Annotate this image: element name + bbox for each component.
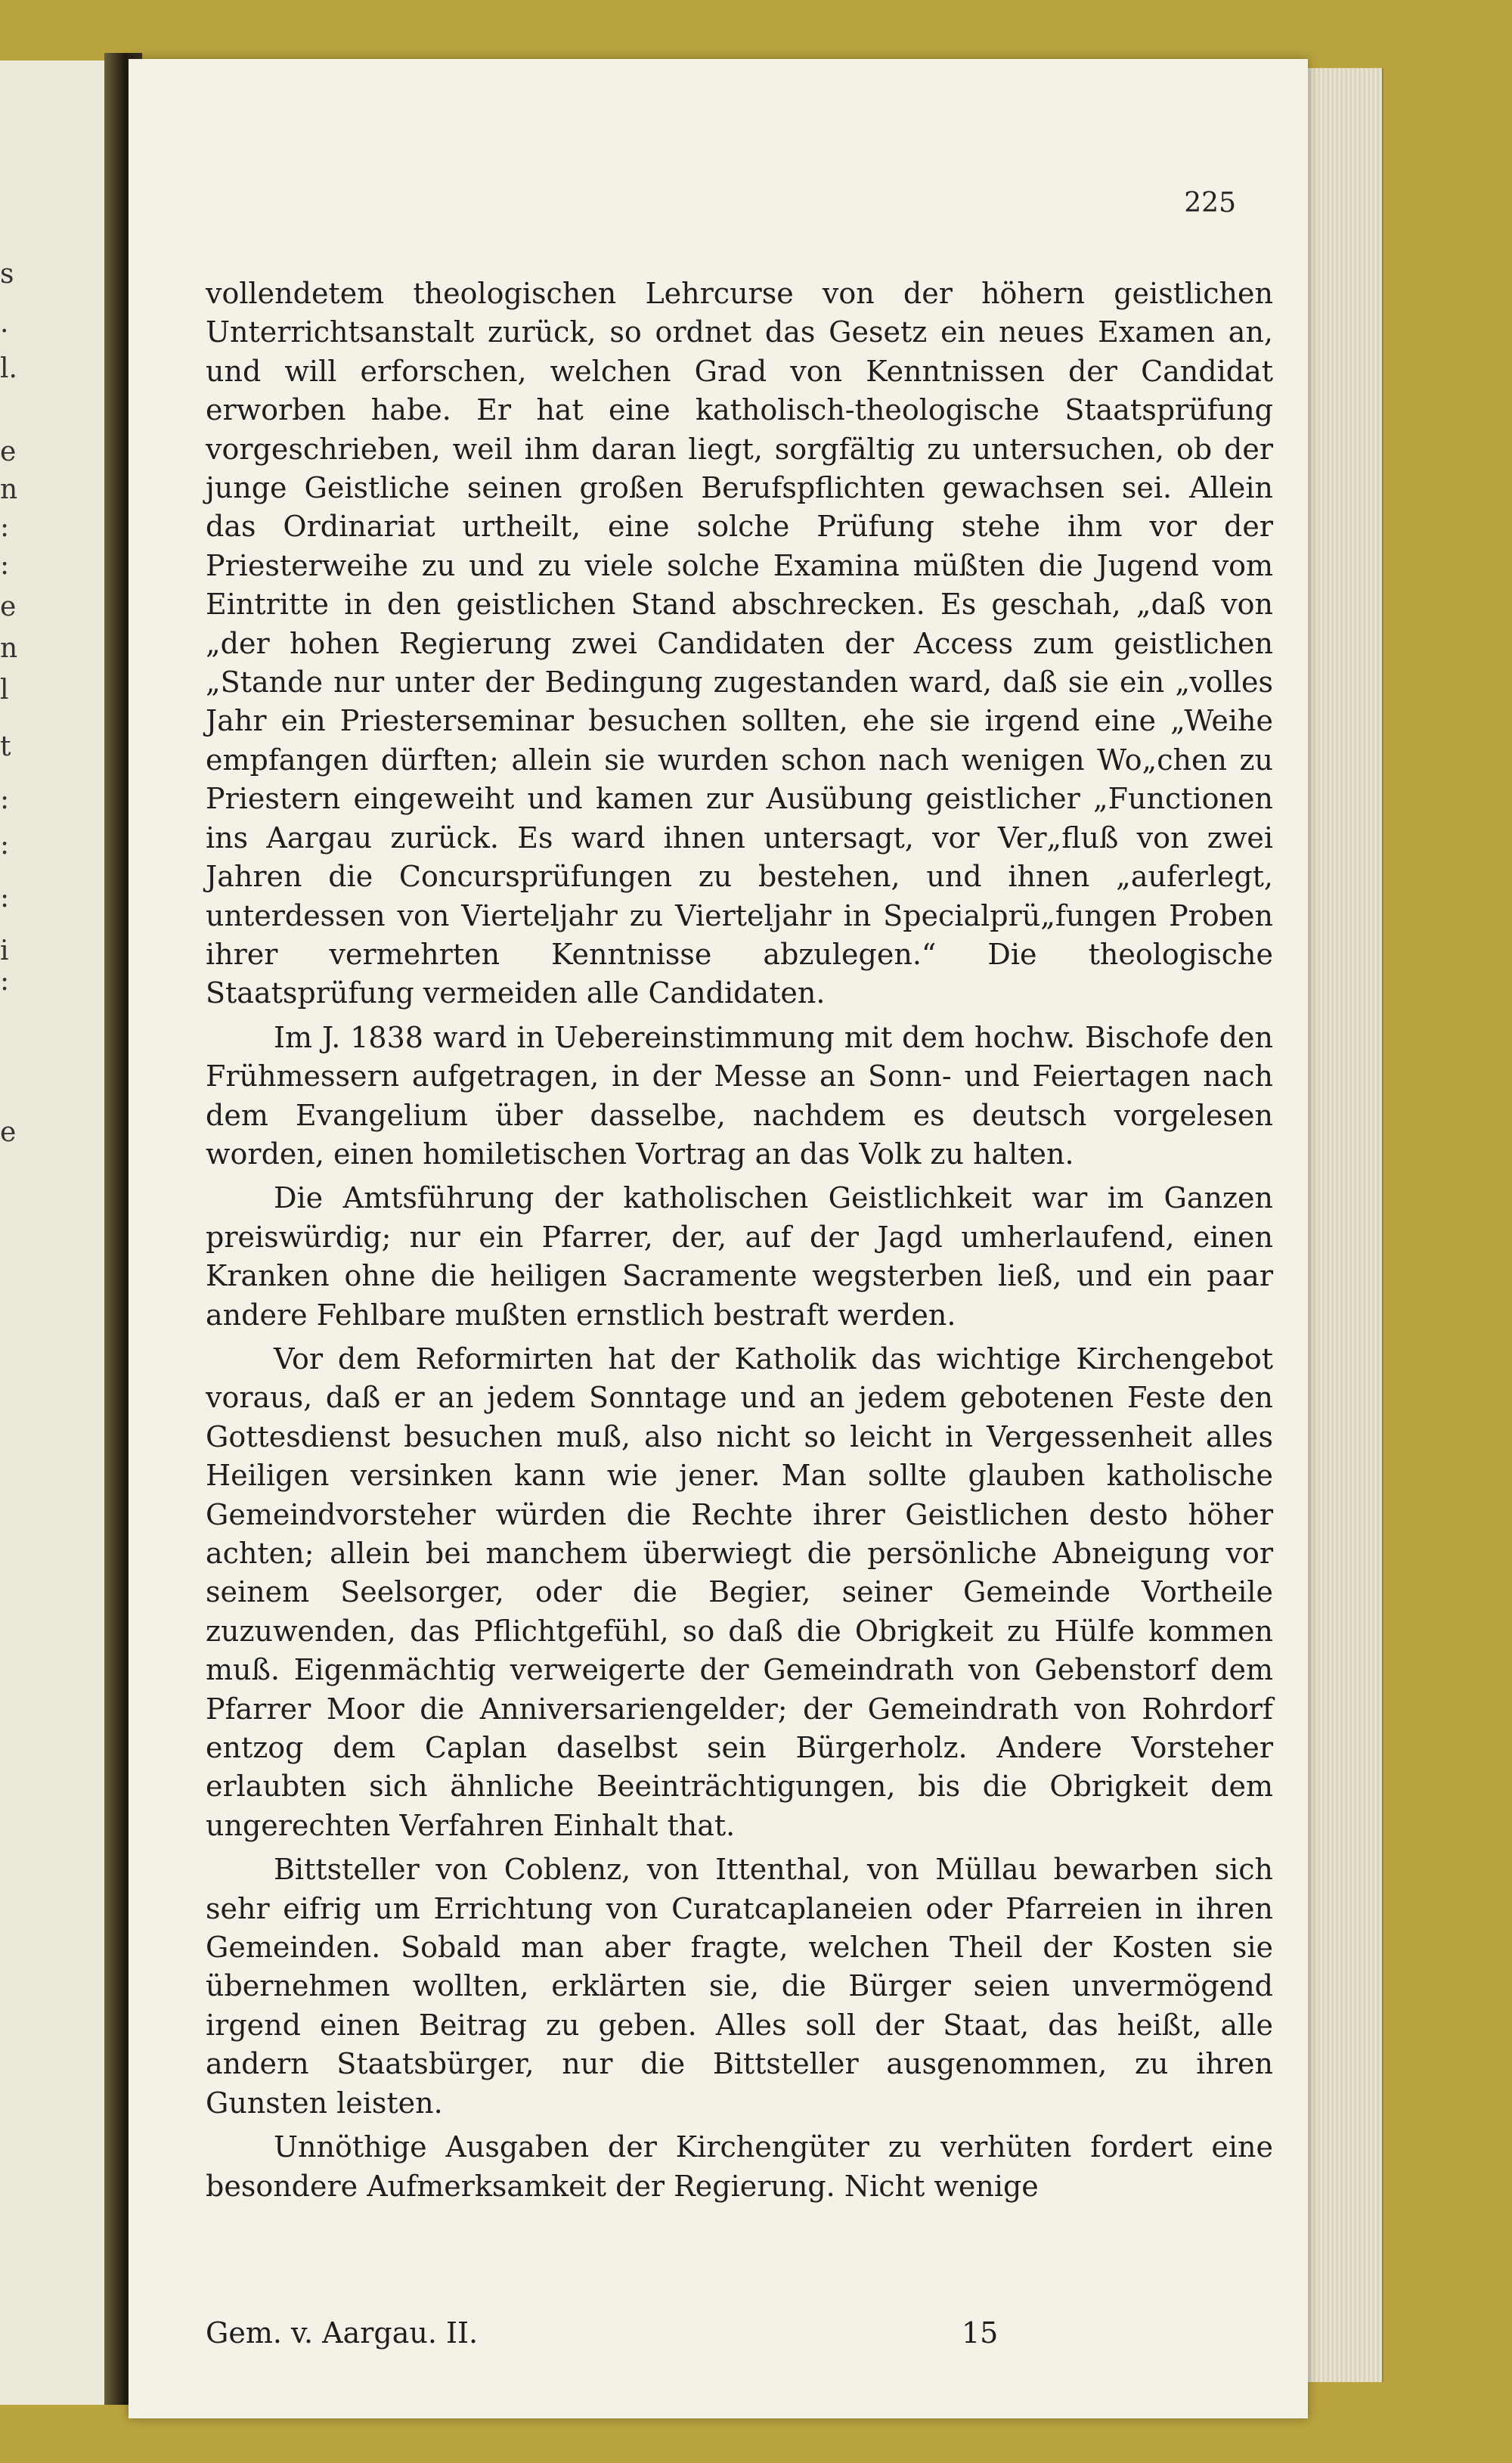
paragraph: Unnöthige Ausgaben der Kirchengüter zu verhüten fordert eine besondere Aufmerksamkeit der Regierung. Nicht wenige [206,2130,1273,2203]
margin-char: : [0,550,10,581]
margin-char: l. [0,353,17,384]
margin-char: : [0,830,10,861]
margin-char: : [0,966,10,997]
signature-mark: Gem. v. Aargau. II. [206,2316,479,2350]
paragraph: Die Amtsführung der katholischen Geistlichkeit war im Ganzen preiswürdig; nur ein Pfarrer, der, auf der Jagd umherlaufend, einen Kranken ohne die heiligen Sacramente wegsterben ließ, und ein paar andere Fehlbare mußten ernstlich bestraft werden. [206,1181,1273,1332]
page-footer [206,2316,1273,2362]
page-edges [1299,68,1383,2382]
margin-char: s [0,259,14,290]
margin-char: n [0,474,18,505]
paragraph: Bittsteller von Coblenz, von Ittenthal, von Müllau bewarben sich sehr eifrig um Errichtung von Curatcaplaneien oder Pfarreien in ihren Gemeinden. Sobald man aber fragte, welchen Theil der Kosten sie übernehmen wollten, erklärten sie, die Bürger seien unvermögend irgend einen Beitrag zu geben. Alles soll der Staat, das heißt, alle andern Staatsbürger, nur die Bittsteller ausgenommen, zu ihren Gunsten leisten. [206,1853,1273,2120]
margin-char: e [0,1117,17,1148]
body-text [206,275,1273,2211]
margin-char: : [0,512,10,543]
margin-char: . [0,308,9,339]
paragraph: Im J. 1838 ward in Uebereinstimmung mit dem hochw. Bischofe den Frühmessern aufgetragen, in der Messe an Sonn- und Feiertagen nach dem Evangelium über dasselbe, nachdem es deutsch vorgelesen worden, einen homiletischen Vortrag an das Volk zu halten. [206,1020,1273,1171]
margin-char: : [0,784,10,815]
paragraph: Vor dem Reformirten hat der Katholik das wichtige Kirchengebot voraus, daß er an jedem Sonntage und an jedem gebotenen Feste den Gottesdienst besuchen muß, also nicht so leicht in Vergessenheit alles Heiligen versinken kann wie jener. Man sollte glauben katholische Gemeindvorsteher würden die Rechte ihrer Geistlichen desto höher achten; allein bei manchem überwiegt die persönliche Abneigung vor seinem Seelsorger, oder die Begier, seiner Gemeinde Vortheile zuzuwenden, das Pflichtgefühl, so daß die Obrigkeit zu Hülfe kommen muß. Eigenmächtig verweigerte der Gemeindrath von Gebenstorf dem Pfarrer Moor die Anniversariengelder; der Gemeindrath von Rohrdorf entzog dem Caplan daselbst sein Bürgerholz. Andere Vorsteher erlaubten sich ähnliche Beeinträchtigungen, bis die Obrigkeit dem ungerechten Verfahren Einhalt that. [206,1342,1273,1842]
margin-char: : [0,883,10,914]
margin-char: n [0,633,18,664]
sheet-number: 15 [962,2316,999,2350]
margin-char: i [0,935,9,966]
left-page-edge [0,60,104,2405]
book-page [129,59,1308,2418]
margin-char: t [0,731,11,762]
margin-char: e [0,436,17,467]
paragraph: vollendetem theologischen Lehrcurse von der höhern geistlichen Unterrichtsanstalt zurück, so ordnet das Gesetz ein neues Examen an, und will erforschen, welchen Grad von Kenntnissen der Candidat erworben habe. Er hat eine katholisch-theologische Staatsprüfung vorgeschrieben, weil ihm daran liegt, sorgfältig zu untersuchen, ob der junge Geistliche seinen großen Berufspflichten gewachsen sei. Allein das Ordinariat urtheilt, eine solche Prüfung stehe ihm vor der Priesterweihe zu und zu viele solche Examina müßten die Jugend vom Eintritte in den geistlichen Stand abschrecken. Es geschah, „daß von „der hohen Regierung zwei Candidaten der Access zum geistlichen „Stande nur unter der Bedingung zugestanden ward, daß sie ein „volles Jahr ein Priesterseminar besuchen sollten, ehe sie irgend eine „Weihe empfangen dürften; allein sie wurden schon nach wenigen Wo„chen zu Priestern eingeweiht und kamen zur Ausübung geistlicher „Functionen ins Aargau zurück. Es ward ihnen untersagt, vor Ver„fluß von zwei Jahren die Concursprüfungen zu bestehen, und ihnen „auferlegt, unterdessen von Vierteljahr zu Vierteljahr in Specialprü„fungen Proben ihrer vermehrten Kenntnisse abzulegen.“ Die theologische Staatsprüfung vermeiden alle Candidaten. [206,277,1273,1010]
margin-char: e [0,591,17,622]
margin-char: l [0,675,9,706]
page-number: 225 [1184,188,1236,219]
